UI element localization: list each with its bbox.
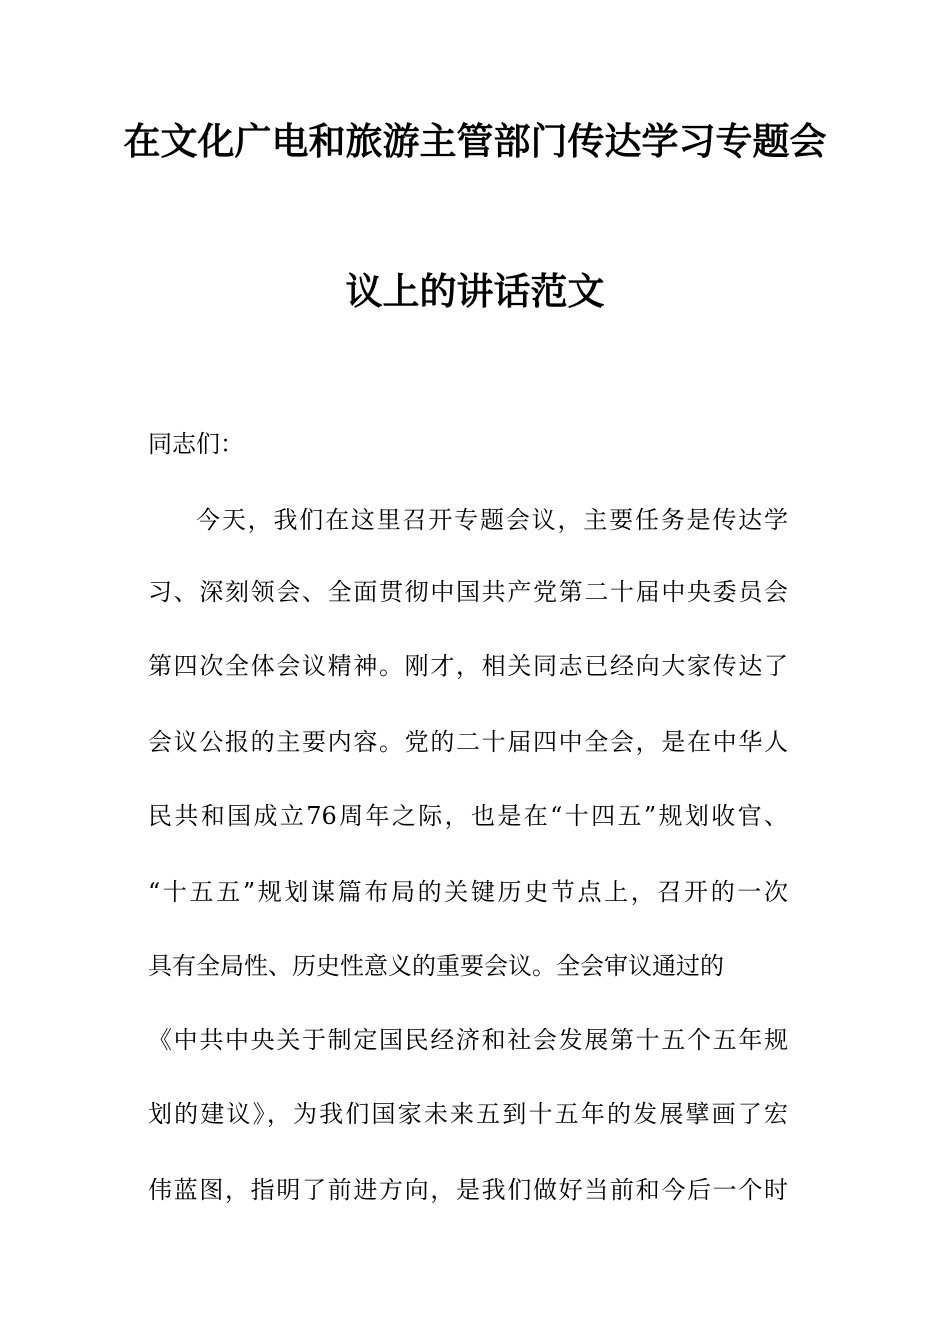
paragraph-line: “十五五”规划谋篇布局的关键历史节点上，召开的一次 <box>148 878 788 906</box>
paragraph-line: 伟蓝图，指明了前进方向，是我们做好当前和今后一个时 <box>148 1176 788 1204</box>
document-title-line-1: 在文化广电和旅游主管部门传达学习专题会 <box>123 120 827 163</box>
paragraph-line: 第四次全体会议精神。刚才，相关同志已经向大家传达了 <box>148 652 788 680</box>
salutation: 同志们： <box>148 430 244 458</box>
paragraph-line: 会议公报的主要内容。党的二十届四中全会，是在中华人 <box>148 728 788 756</box>
paragraph-line: 具有全局性、历史性意义的重要会议。全会审议通过的 <box>148 952 724 980</box>
paragraph-line: 民共和国成立76周年之际，也是在“十四五”规划收官、 <box>148 802 788 830</box>
paragraph-line: 《中共中央关于制定国民经济和社会发展第十五个五年规 <box>148 1026 788 1054</box>
paragraph-line: 习、深刻领会、全面贯彻中国共产党第二十届中央委员会 <box>148 578 788 606</box>
document-title-line-2: 议上的讲话范文 <box>345 270 605 313</box>
paragraph-line: 今天，我们在这里召开专题会议，主要任务是传达学 <box>196 506 788 534</box>
paragraph-line: 划的建议》，为我们国家未来五到十五年的发展擘画了宏 <box>148 1100 788 1128</box>
